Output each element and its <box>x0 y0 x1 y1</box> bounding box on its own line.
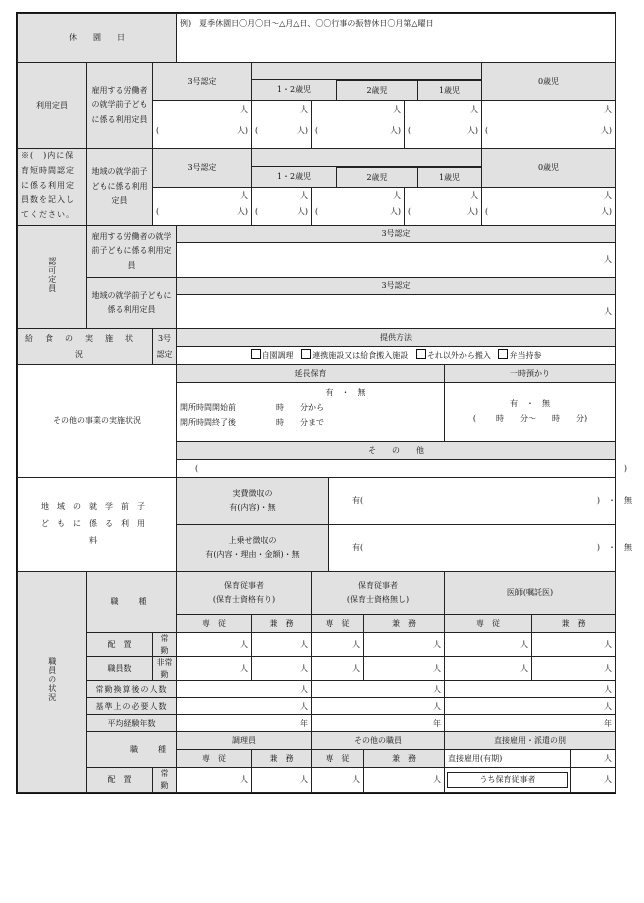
capacity-group1-label: 雇用する労働者の就学前子どもに係る利用定員 <box>87 63 153 149</box>
cap2-h-12-top <box>252 149 482 167</box>
cap1-h-1: 1歳児 <box>418 81 482 101</box>
meal-opt1[interactable]: 自園調理 <box>251 351 294 360</box>
avg-hq[interactable]: 年 <box>177 715 312 732</box>
cap1-2-field[interactable]: 人 ( 人) <box>312 101 405 149</box>
cap2-2-field[interactable]: 人 ( 人) <box>312 188 405 226</box>
meal-method-header: 提供方法 <box>177 329 616 347</box>
placement-label: 配 置 <box>87 633 153 657</box>
reg-hq-part[interactable]: 人 <box>252 633 312 657</box>
h-full-1: 専 従 <box>177 615 252 633</box>
holiday-label: 休 園 日 <box>18 14 177 63</box>
h-cook: 調理員 <box>177 732 312 750</box>
cap1-h-12-top <box>252 63 482 80</box>
capacity-note: ※( )内に保育短時間認定に係る利用定員数を記入してください。 <box>18 149 87 226</box>
reg-other-part[interactable]: 人 <box>364 768 445 792</box>
irr-hn-full[interactable]: 人 <box>312 657 364 681</box>
irregular-label: 非常勤 <box>153 657 177 681</box>
req-hn[interactable]: 人 <box>312 698 445 715</box>
h-employment: 直接雇用・派遣の別 <box>445 732 616 750</box>
staff-role-header-2: 職 種 <box>87 732 177 768</box>
staff-hoiku-noqual: 保育従事者 (保育士資格無し) <box>312 572 445 615</box>
staff-hoiku-qual: 保育従事者 (保育士資格有り) <box>177 572 312 615</box>
of-which-label: うち保育従事者 <box>445 768 571 792</box>
other-extended-field[interactable]: 有 ・ 無 開所時間開始前 時 分から 開所時間終了後 時 分まで <box>177 383 445 442</box>
avg-hn[interactable]: 年 <box>312 715 445 732</box>
meal-opt4[interactable]: 弁当持参 <box>498 351 541 360</box>
req-hq[interactable]: 人 <box>177 698 312 715</box>
h-part-2: 兼 務 <box>364 615 445 633</box>
other-extended-header: 延長保育 <box>177 365 445 383</box>
reg-cook-part[interactable]: 人 <box>252 768 312 792</box>
other-temporary-field[interactable]: 有 ・ 無 ( 時 分～ 時 分) <box>445 383 616 442</box>
meal-sub: 3号認定 <box>153 329 177 365</box>
cap2-3go-field[interactable]: 人 ( 人) <box>153 188 252 226</box>
application-form <box>16 12 633 794</box>
capacity-label: 利用定員 <box>18 63 87 149</box>
fte-hq[interactable]: 人 <box>177 681 312 698</box>
form-table <box>17 13 633 793</box>
approved-row2-label: 地域の就学前子どもに係る利用定員 <box>87 278 177 329</box>
cap1-h-3go: 3号認定 <box>153 63 252 101</box>
reg-other-full[interactable]: 人 <box>312 768 364 792</box>
approved-row1-h-3go: 3号認定 <box>177 226 616 243</box>
cap2-h-1: 1歳児 <box>418 168 482 188</box>
cap2-0-field[interactable]: 人 ( 人) <box>482 188 616 226</box>
cap1-12-field[interactable]: 人 ( 人) <box>252 101 312 149</box>
direct-employment-label: 直接雇用(有期) <box>445 750 571 768</box>
h-full-3: 専 従 <box>445 615 532 633</box>
fee-actual-field[interactable]: 有( ) ・ 無 <box>329 478 616 525</box>
other-others-header: そ の 他 <box>177 442 616 460</box>
of-which-field[interactable]: 人 <box>571 768 616 792</box>
placement-label-2: 配 置 <box>87 768 153 792</box>
cap1-h-2: 2歳児 <box>337 81 418 101</box>
cap2-h-0: 0歳児 <box>482 149 616 188</box>
irr-hq-part[interactable]: 人 <box>252 657 312 681</box>
req-doc[interactable]: 人 <box>445 698 616 715</box>
fte-label: 常勤換算後の人数 <box>87 681 177 698</box>
fee-extra-field[interactable]: 有( ) ・ 無 <box>329 525 616 572</box>
approved-row2-field[interactable]: 人 <box>177 295 616 329</box>
fte-hn[interactable]: 人 <box>312 681 445 698</box>
regular-label: 常 勤 <box>153 633 177 657</box>
reg-doc-part[interactable]: 人 <box>532 633 616 657</box>
other-temporary-header: 一時預かり <box>445 365 616 383</box>
reg-hq-full[interactable]: 人 <box>177 633 252 657</box>
reg-hn-full[interactable]: 人 <box>312 633 364 657</box>
irr-hn-part[interactable]: 人 <box>364 657 445 681</box>
checkbox-icon[interactable] <box>301 349 311 359</box>
meal-options <box>177 347 616 365</box>
reg-cook-full[interactable]: 人 <box>177 768 252 792</box>
h-full-5: 専 従 <box>312 750 364 768</box>
cap1-3go-field[interactable]: 人 ( 人) <box>153 101 252 149</box>
capacity-group2-label: 地域の就学前子どもに係る利用定員 <box>87 149 153 226</box>
h-other-staff: その他の職員 <box>312 732 445 750</box>
staff-count-label: 職員数 <box>87 657 153 681</box>
holiday-field[interactable]: 例) 夏季休園日〇月〇日～△月△日、〇〇行事の振替休日〇月第△曜日 <box>177 14 616 63</box>
regular-label-2: 常 勤 <box>153 768 177 792</box>
fee-label: 地域の就学前子どもに係る利用料 <box>18 478 177 572</box>
cap2-h-12-cell <box>252 167 482 188</box>
direct-employment-field[interactable]: 人 <box>571 750 616 768</box>
h-part-5: 兼 務 <box>364 750 445 768</box>
avg-doc[interactable]: 年 <box>445 715 616 732</box>
cap1-h-12: 1・2歳児 <box>252 81 337 101</box>
reg-doc-full[interactable]: 人 <box>445 633 532 657</box>
cap2-h-2: 2歳児 <box>337 168 418 188</box>
checkbox-icon[interactable] <box>416 349 426 359</box>
checkbox-icon[interactable] <box>498 349 508 359</box>
h-part-4: 兼 務 <box>252 750 312 768</box>
checkbox-icon[interactable] <box>251 349 261 359</box>
fte-doc[interactable]: 人 <box>445 681 616 698</box>
h-full-4: 専 従 <box>177 750 252 768</box>
cap2-h-12: 1・2歳児 <box>252 168 337 188</box>
h-part-3: 兼 務 <box>532 615 616 633</box>
cap1-1-field[interactable]: 人 ( 人) <box>405 101 482 149</box>
cap1-h-12-cell <box>252 80 482 101</box>
cap2-1-field[interactable]: 人 ( 人) <box>405 188 482 226</box>
cap1-h-0: 0歳児 <box>482 63 616 101</box>
staff-role-header: 職 種 <box>87 572 177 633</box>
other-label: その他の事業の実施状況 <box>18 365 177 478</box>
approved-row1-label: 雇用する労働者の就学前子どもに係る利用定員 <box>87 226 177 278</box>
avg-years-label: 平均経験年数 <box>87 715 177 732</box>
other-others-field[interactable]: ( ) <box>177 460 616 478</box>
reg-hn-part[interactable]: 人 <box>364 633 445 657</box>
irr-doc-full[interactable]: 人 <box>445 657 532 681</box>
approved-row1-field[interactable]: 人 <box>177 243 616 278</box>
staff-label: 職員の状況 <box>18 572 87 793</box>
approved-label: 認可定員 <box>18 226 87 329</box>
meal-label: 給食の実施状況 <box>18 329 153 365</box>
irr-doc-part[interactable]: 人 <box>532 657 616 681</box>
cap2-12-field[interactable]: 人 ( 人) <box>252 188 312 226</box>
irr-hq-full[interactable]: 人 <box>177 657 252 681</box>
fee-actual-label: 実費徴収の 有(内容)・無 <box>177 478 329 525</box>
approved-row2-h-3go: 3号認定 <box>177 278 616 295</box>
fee-extra-label: 上乗せ徴収の 有(内容・理由・金額)・無 <box>177 525 329 572</box>
h-full-2: 専 従 <box>312 615 364 633</box>
required-label: 基準上の必要人数 <box>87 698 177 715</box>
staff-doctor: 医師(嘱託医) <box>445 572 616 615</box>
cap1-0-field[interactable]: 人 ( 人) <box>482 101 616 149</box>
h-part-1: 兼 務 <box>252 615 312 633</box>
meal-opt3[interactable]: それ以外から搬入 <box>416 351 491 360</box>
meal-opt2[interactable]: 連携施設又は給食搬入施設 <box>301 351 408 360</box>
cap2-h-3go: 3号認定 <box>153 149 252 188</box>
